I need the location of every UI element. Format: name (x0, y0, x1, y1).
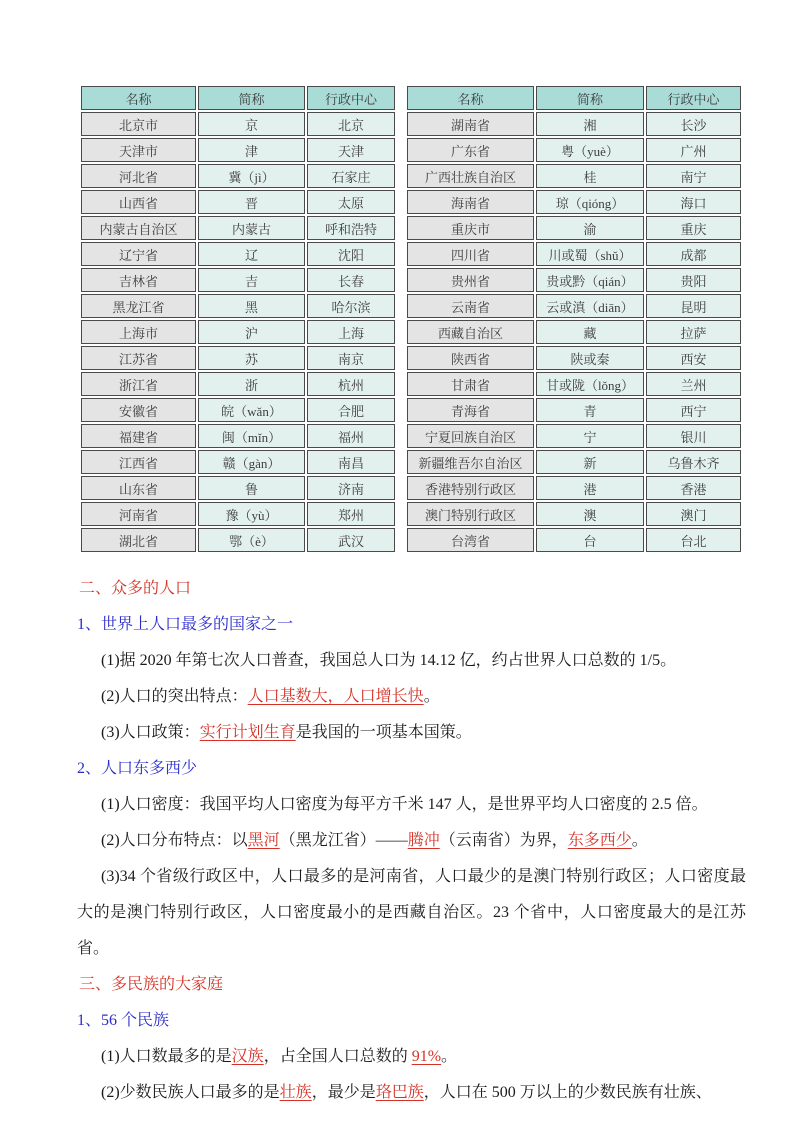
table-row (81, 164, 395, 188)
capital-cell: 沈阳 (307, 242, 395, 266)
capital-cell: 济南 (307, 476, 395, 500)
key-term-underlined: 黑河 (247, 832, 280, 849)
province-name-cell: 安徽省 (81, 398, 196, 422)
province-table-right (405, 84, 743, 554)
capital-cell: 南昌 (307, 450, 395, 474)
sub-heading: 1、世界上人口最多的国家之一 (77, 616, 294, 633)
abbreviation-cell: 川或蜀（shǔ） (536, 242, 644, 266)
province-name-cell: 甘肃省 (407, 372, 534, 396)
table-row (81, 216, 395, 240)
abbreviation-cell: 湘 (536, 112, 644, 136)
table-row (81, 190, 395, 214)
province-name-cell: 西藏自治区 (407, 320, 534, 344)
sub-heading: 2、人口东多西少 (77, 760, 198, 777)
province-name-cell: 湖南省 (407, 112, 534, 136)
paragraph (77, 715, 746, 751)
table-header-cell: 简称 (198, 86, 305, 110)
table-row (81, 450, 395, 474)
capital-cell: 海口 (646, 190, 741, 214)
capital-cell: 广州 (646, 138, 741, 162)
capital-cell: 郑州 (307, 502, 395, 526)
province-name-cell: 山西省 (81, 190, 196, 214)
province-name-cell: 北京市 (81, 112, 196, 136)
key-term-underlined: 人口基数大，人口增长快 (247, 688, 424, 705)
text-segment: (2)少数民族人口最多的是 (101, 1084, 280, 1101)
province-name-cell: 黑龙江省 (81, 294, 196, 318)
province-name-cell: 山东省 (81, 476, 196, 500)
province-name-cell: 广西壮族自治区 (407, 164, 534, 188)
table-header-cell: 简称 (536, 86, 644, 110)
key-term-underlined: 壮族 (279, 1084, 312, 1101)
abbreviation-cell: 渝 (536, 216, 644, 240)
text-segment: 。 (441, 1048, 458, 1065)
table-header-cell: 名称 (81, 86, 196, 110)
province-name-cell: 四川省 (407, 242, 534, 266)
table-row (407, 320, 741, 344)
capital-cell: 南京 (307, 346, 395, 370)
table-row (407, 294, 741, 318)
province-name-cell: 陕西省 (407, 346, 534, 370)
text-segment: 。 (423, 688, 440, 705)
text-segment: (2)人口的突出特点： (101, 688, 248, 705)
document-body (77, 571, 746, 1111)
capital-cell: 上海 (307, 320, 395, 344)
table-row (407, 450, 741, 474)
section-heading: 三、多民族的大家庭 (79, 976, 224, 993)
province-name-cell: 辽宁省 (81, 242, 196, 266)
table-header-cell: 行政中心 (646, 86, 741, 110)
capital-cell: 重庆 (646, 216, 741, 240)
key-term-underlined: 腾冲 (407, 832, 440, 849)
abbreviation-cell: 吉 (198, 268, 305, 292)
capital-cell: 西安 (646, 346, 741, 370)
province-name-cell: 湖北省 (81, 528, 196, 552)
province-name-cell: 广东省 (407, 138, 534, 162)
text-segment: ，最少是 (311, 1084, 376, 1101)
province-name-cell: 浙江省 (81, 372, 196, 396)
table-row (407, 216, 741, 240)
table-row (407, 372, 741, 396)
province-name-cell: 香港特别行政区 (407, 476, 534, 500)
capital-cell: 台北 (646, 528, 741, 552)
capital-cell: 石家庄 (307, 164, 395, 188)
abbreviation-cell: 沪 (198, 320, 305, 344)
abbreviation-cell: 黑 (198, 294, 305, 318)
province-name-cell: 海南省 (407, 190, 534, 214)
abbreviation-cell: 苏 (198, 346, 305, 370)
abbreviation-cell: 闽（mǐn） (198, 424, 305, 448)
abbreviation-cell: 京 (198, 112, 305, 136)
paragraph (77, 823, 746, 859)
abbreviation-cell: 藏 (536, 320, 644, 344)
table-row (407, 268, 741, 292)
key-term-underlined: 实行计划生育 (199, 724, 296, 741)
sub-heading: 1、56 个民族 (77, 1012, 170, 1029)
province-name-cell: 河南省 (81, 502, 196, 526)
abbreviation-cell: 陕或秦 (536, 346, 644, 370)
abbreviation-cell: 澳 (536, 502, 644, 526)
capital-cell: 呼和浩特 (307, 216, 395, 240)
paragraph (77, 1075, 746, 1111)
province-tables (79, 84, 746, 554)
capital-cell: 北京 (307, 112, 395, 136)
table-row (407, 528, 741, 552)
abbreviation-cell: 宁 (536, 424, 644, 448)
table-row (407, 502, 741, 526)
text-segment: (1)人口数最多的是 (101, 1048, 232, 1065)
capital-cell: 太原 (307, 190, 395, 214)
capital-cell: 武汉 (307, 528, 395, 552)
province-name-cell: 吉林省 (81, 268, 196, 292)
abbreviation-cell: 青 (536, 398, 644, 422)
table-header-row (81, 86, 395, 110)
paragraph (77, 787, 746, 823)
key-term-underlined: 珞巴族 (375, 1084, 424, 1101)
capital-cell: 香港 (646, 476, 741, 500)
abbreviation-cell: 内蒙古 (198, 216, 305, 240)
province-name-cell: 青海省 (407, 398, 534, 422)
text-segment: 是我国的一项基本国策。 (295, 724, 472, 741)
capital-cell: 长沙 (646, 112, 741, 136)
capital-cell: 南宁 (646, 164, 741, 188)
table-row (407, 424, 741, 448)
province-name-cell: 天津市 (81, 138, 196, 162)
table-row (81, 398, 395, 422)
abbreviation-cell: 桂 (536, 164, 644, 188)
abbreviation-cell: 新 (536, 450, 644, 474)
table-row (81, 424, 395, 448)
text-segment: （黑龙江省）—— (279, 832, 408, 849)
abbreviation-cell: 皖（wǎn） (198, 398, 305, 422)
abbreviation-cell: 贵或黔（qián） (536, 268, 644, 292)
abbreviation-cell: 辽 (198, 242, 305, 266)
key-term-underlined: 东多西少 (567, 832, 632, 849)
table-row (81, 372, 395, 396)
table-row (81, 112, 395, 136)
province-name-cell: 重庆市 (407, 216, 534, 240)
text-segment: (3)人口政策： (101, 724, 200, 741)
province-name-cell: 福建省 (81, 424, 196, 448)
abbreviation-cell: 津 (198, 138, 305, 162)
province-name-cell: 台湾省 (407, 528, 534, 552)
table-row (407, 476, 741, 500)
capital-cell: 天津 (307, 138, 395, 162)
province-name-cell: 云南省 (407, 294, 534, 318)
text-segment: ，占全国人口总数的 (263, 1048, 412, 1065)
abbreviation-cell: 豫（yù） (198, 502, 305, 526)
table-row (407, 164, 741, 188)
text-segment: （云南省）为界， (439, 832, 568, 849)
capital-cell: 银川 (646, 424, 741, 448)
table-row (81, 346, 395, 370)
section-heading: 二、众多的人口 (79, 580, 192, 597)
province-name-cell: 江苏省 (81, 346, 196, 370)
province-name-cell: 河北省 (81, 164, 196, 188)
province-name-cell: 新疆维吾尔自治区 (407, 450, 534, 474)
province-name-cell: 上海市 (81, 320, 196, 344)
paragraph (77, 1039, 746, 1075)
table-row (407, 138, 741, 162)
capital-cell: 乌鲁木齐 (646, 450, 741, 474)
capital-cell: 西宁 (646, 398, 741, 422)
capital-cell: 成都 (646, 242, 741, 266)
text-segment: 。 (631, 832, 648, 849)
abbreviation-cell: 鄂（è） (198, 528, 305, 552)
table-row (81, 242, 395, 266)
table-header-cell: 名称 (407, 86, 534, 110)
text-segment: (2)人口分布特点：以 (101, 832, 248, 849)
table-row (81, 138, 395, 162)
capital-cell: 昆明 (646, 294, 741, 318)
province-name-cell: 江西省 (81, 450, 196, 474)
abbreviation-cell: 鲁 (198, 476, 305, 500)
abbreviation-cell: 浙 (198, 372, 305, 396)
table-row (81, 528, 395, 552)
text-segment: (1)据 2020 年第七次人口普查，我国总人口为 14.12 亿，约占世界人口总数的 1/5。 (101, 652, 677, 669)
abbreviation-cell: 粤（yuè） (536, 138, 644, 162)
table-header-row (407, 86, 741, 110)
abbreviation-cell: 港 (536, 476, 644, 500)
table-row (407, 242, 741, 266)
capital-cell: 澳门 (646, 502, 741, 526)
table-row (81, 476, 395, 500)
table-row (407, 190, 741, 214)
abbreviation-cell: 台 (536, 528, 644, 552)
table-row (81, 502, 395, 526)
text-segment: (1)人口密度：我国平均人口密度为每平方千米 147 人，是世界平均人口密度的 2.5 倍。 (101, 796, 708, 813)
capital-cell: 哈尔滨 (307, 294, 395, 318)
capital-cell: 贵阳 (646, 268, 741, 292)
province-name-cell: 澳门特别行政区 (407, 502, 534, 526)
capital-cell: 合肥 (307, 398, 395, 422)
abbreviation-cell: 琼（qióng） (536, 190, 644, 214)
text-segment: (3)34 个省级行政区中，人口最多的是河南省，人口最少的是澳门特别行政区；人口密度最大的是澳门特别行政区，人口密度最小的是西藏自治区。23 个省中，人口密度最大的是江苏省。 (77, 868, 746, 957)
abbreviation-cell: 冀（jì） (198, 164, 305, 188)
key-term-underlined: 汉族 (231, 1048, 264, 1065)
key-term-underlined: 91% (411, 1048, 442, 1065)
paragraph (77, 643, 746, 679)
capital-cell: 拉萨 (646, 320, 741, 344)
paragraph (77, 859, 746, 967)
province-name-cell: 贵州省 (407, 268, 534, 292)
table-row (407, 112, 741, 136)
table-header-cell: 行政中心 (307, 86, 395, 110)
capital-cell: 福州 (307, 424, 395, 448)
abbreviation-cell: 赣（gàn） (198, 450, 305, 474)
text-segment: ，人口在 500 万以上的少数民族有壮族、 (423, 1084, 712, 1101)
province-name-cell: 宁夏回族自治区 (407, 424, 534, 448)
province-name-cell: 内蒙古自治区 (81, 216, 196, 240)
capital-cell: 杭州 (307, 372, 395, 396)
table-row (81, 294, 395, 318)
table-row (407, 346, 741, 370)
table-row (81, 320, 395, 344)
table-row (407, 398, 741, 422)
capital-cell: 长春 (307, 268, 395, 292)
abbreviation-cell: 云或滇（diān） (536, 294, 644, 318)
table-row (81, 268, 395, 292)
abbreviation-cell: 晋 (198, 190, 305, 214)
province-table-left (79, 84, 397, 554)
capital-cell: 兰州 (646, 372, 741, 396)
abbreviation-cell: 甘或陇（lǒng） (536, 372, 644, 396)
paragraph (77, 679, 746, 715)
